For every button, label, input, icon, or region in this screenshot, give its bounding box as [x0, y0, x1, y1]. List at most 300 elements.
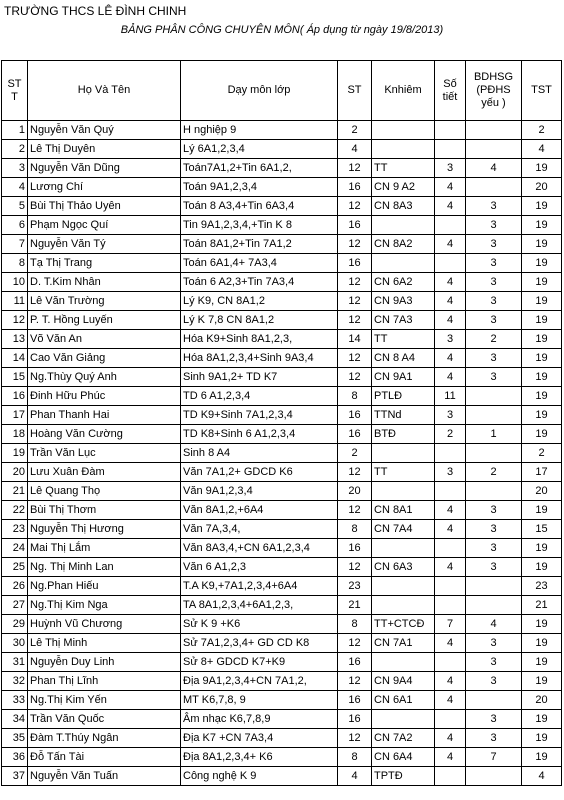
cell-st: 2: [338, 121, 372, 140]
cell-sotiet: 4: [435, 349, 466, 368]
cell-subject: Hóa K9+Sinh 8A1,2,3,: [181, 330, 338, 349]
cell-khiem: TPTĐ: [372, 767, 435, 786]
cell-bdhsg: [466, 596, 522, 615]
cell-stt: 31: [2, 653, 28, 672]
table-row: [2, 121, 562, 140]
cell-sotiet: [435, 710, 466, 729]
cell-bdhsg: 3: [466, 368, 522, 387]
cell-subject: Lý K 7,8 CN 8A1,2: [181, 311, 338, 330]
cell-name: Đỗ Tấn Tài: [28, 748, 181, 767]
cell-stt: 32: [2, 672, 28, 691]
cell-bdhsg: 3: [466, 520, 522, 539]
cell-sotiet: 3: [435, 330, 466, 349]
cell-subject: TD 6 A1,2,3,4: [181, 387, 338, 406]
cell-name: Nguyễn Văn Tuấn: [28, 767, 181, 786]
cell-name: Bùi Thị Thơm: [28, 501, 181, 520]
cell-khiem: [372, 710, 435, 729]
cell-sotiet: [435, 216, 466, 235]
cell-st: 12: [338, 463, 372, 482]
cell-khiem: CN 9A4: [372, 672, 435, 691]
cell-bdhsg: [466, 577, 522, 596]
cell-subject: Văn 8A1,2,+6A4: [181, 501, 338, 520]
cell-st: 12: [338, 197, 372, 216]
cell-st: 12: [338, 501, 372, 520]
cell-subject: Văn 7A1,2+ GDCD K6: [181, 463, 338, 482]
cell-bdhsg: 2: [466, 463, 522, 482]
cell-st: 16: [338, 254, 372, 273]
header-row: [2, 61, 562, 121]
cell-bdhsg: 3: [466, 634, 522, 653]
cell-tst: 21: [522, 596, 562, 615]
cell-bdhsg: [466, 140, 522, 159]
cell-bdhsg: 3: [466, 216, 522, 235]
cell-sotiet: 4: [435, 729, 466, 748]
table-row: [2, 254, 562, 273]
cell-st: 12: [338, 672, 372, 691]
col-header-tst: TST: [522, 61, 562, 121]
cell-sotiet: [435, 577, 466, 596]
cell-khiem: CN 8A3: [372, 197, 435, 216]
cell-name: Phan Thị Lĩnh: [28, 672, 181, 691]
cell-sotiet: 4: [435, 292, 466, 311]
cell-subject: Toán 8 A3,4+Tin 6A3,4: [181, 197, 338, 216]
table-row: [2, 634, 562, 653]
cell-tst: 19: [522, 159, 562, 178]
cell-subject: TD K8+Sinh 6 A1,2,3,4: [181, 425, 338, 444]
col-header-subject: Dạy môn lớp: [181, 61, 338, 121]
cell-sotiet: 4: [435, 501, 466, 520]
cell-sotiet: 4: [435, 235, 466, 254]
cell-bdhsg: 3: [466, 501, 522, 520]
cell-stt: 25: [2, 558, 28, 577]
cell-subject: Hóa 8A1,2,3,4+Sinh 9A3,4: [181, 349, 338, 368]
table-row: [2, 691, 562, 710]
cell-tst: 19: [522, 539, 562, 558]
cell-stt: 11: [2, 292, 28, 311]
cell-name: Ng.Phan Hiếu: [28, 577, 181, 596]
cell-st: 12: [338, 634, 372, 653]
cell-stt: 37: [2, 767, 28, 786]
cell-name: Lê Văn Trường: [28, 292, 181, 311]
cell-khiem: [372, 577, 435, 596]
cell-st: 16: [338, 539, 372, 558]
cell-stt: 26: [2, 577, 28, 596]
cell-subject: Âm nhạc K6,7,8,9: [181, 710, 338, 729]
cell-stt: 20: [2, 463, 28, 482]
cell-tst: 19: [522, 330, 562, 349]
cell-sotiet: 4: [435, 672, 466, 691]
cell-tst: 19: [522, 368, 562, 387]
cell-tst: 19: [522, 710, 562, 729]
table-row: [2, 596, 562, 615]
cell-stt: 16: [2, 387, 28, 406]
cell-subject: Sử 7A1,2,3,4+ GD CD K8: [181, 634, 338, 653]
cell-stt: 7: [2, 235, 28, 254]
cell-name: D. T.Kim Nhân: [28, 273, 181, 292]
table-row: [2, 197, 562, 216]
cell-name: Lê Thị Duyên: [28, 140, 181, 159]
cell-stt: 8: [2, 254, 28, 273]
cell-khiem: CN 9 A2: [372, 178, 435, 197]
cell-bdhsg: [466, 121, 522, 140]
cell-st: 16: [338, 691, 372, 710]
cell-tst: 19: [522, 311, 562, 330]
cell-tst: 20: [522, 691, 562, 710]
cell-sotiet: [435, 444, 466, 463]
cell-stt: 23: [2, 520, 28, 539]
cell-st: 12: [338, 159, 372, 178]
cell-tst: 15: [522, 520, 562, 539]
table-row: [2, 349, 562, 368]
table-row: [2, 330, 562, 349]
cell-subject: Tin 9A1,2,3,4,+Tin K 8: [181, 216, 338, 235]
cell-name: Nguyễn Thị Hương: [28, 520, 181, 539]
cell-name: Đàm T.Thúy Ngân: [28, 729, 181, 748]
cell-subject: Sử K 9 +K6: [181, 615, 338, 634]
table-row: [2, 311, 562, 330]
cell-bdhsg: 3: [466, 197, 522, 216]
cell-khiem: [372, 653, 435, 672]
cell-subject: Sinh 9A1,2+ TD K7: [181, 368, 338, 387]
cell-tst: 19: [522, 558, 562, 577]
cell-subject: Địa 8A1,2,3,4+ K6: [181, 748, 338, 767]
cell-tst: 20: [522, 482, 562, 501]
cell-sotiet: [435, 140, 466, 159]
cell-stt: 5: [2, 197, 28, 216]
cell-khiem: [372, 596, 435, 615]
cell-stt: 29: [2, 615, 28, 634]
cell-sotiet: 4: [435, 273, 466, 292]
table-row: [2, 767, 562, 786]
cell-st: 12: [338, 368, 372, 387]
cell-stt: 21: [2, 482, 28, 501]
cell-name: Huỳnh Vũ Chương: [28, 615, 181, 634]
cell-khiem: [372, 216, 435, 235]
cell-bdhsg: 3: [466, 653, 522, 672]
cell-bdhsg: [466, 482, 522, 501]
cell-bdhsg: 3: [466, 292, 522, 311]
table-row: [2, 729, 562, 748]
cell-st: 12: [338, 349, 372, 368]
cell-name: Phan Thanh Hai: [28, 406, 181, 425]
cell-name: Võ Văn An: [28, 330, 181, 349]
col-header-sotiet: Số tiết: [435, 61, 466, 121]
col-header-bdhsg: BDHSG (PĐHS yếu ): [466, 61, 522, 121]
cell-bdhsg: [466, 387, 522, 406]
cell-tst: 19: [522, 615, 562, 634]
cell-bdhsg: [466, 406, 522, 425]
cell-khiem: CN 9A1: [372, 368, 435, 387]
cell-tst: 19: [522, 273, 562, 292]
cell-subject: Văn 7A,3,4,: [181, 520, 338, 539]
table-row: [2, 216, 562, 235]
cell-stt: 18: [2, 425, 28, 444]
cell-sotiet: 3: [435, 406, 466, 425]
cell-sotiet: 7: [435, 615, 466, 634]
table-row: [2, 273, 562, 292]
table-row: [2, 558, 562, 577]
cell-stt: 34: [2, 710, 28, 729]
table-row: [2, 501, 562, 520]
cell-khiem: CN 8A1: [372, 501, 435, 520]
cell-stt: 22: [2, 501, 28, 520]
cell-subject: Lý K9, CN 8A1,2: [181, 292, 338, 311]
cell-tst: 19: [522, 387, 562, 406]
table-row: [2, 140, 562, 159]
cell-tst: 19: [522, 349, 562, 368]
cell-st: 2: [338, 444, 372, 463]
cell-sotiet: 4: [435, 197, 466, 216]
table-row: [2, 159, 562, 178]
cell-bdhsg: [466, 767, 522, 786]
cell-bdhsg: 2: [466, 330, 522, 349]
cell-khiem: [372, 482, 435, 501]
table-row: [2, 672, 562, 691]
table-row: [2, 368, 562, 387]
cell-name: Trần Văn Quốc: [28, 710, 181, 729]
cell-name: Nguyễn Văn Dũng: [28, 159, 181, 178]
table-row: [2, 463, 562, 482]
cell-name: Nguyễn Duy Linh: [28, 653, 181, 672]
cell-tst: 19: [522, 216, 562, 235]
cell-st: 14: [338, 330, 372, 349]
table-row: [2, 178, 562, 197]
table-row: [2, 387, 562, 406]
cell-tst: 4: [522, 140, 562, 159]
cell-subject: Văn 8A3,4,+CN 6A1,2,3,4: [181, 539, 338, 558]
table-row: [2, 710, 562, 729]
cell-khiem: CN 7A1: [372, 634, 435, 653]
cell-st: 12: [338, 292, 372, 311]
cell-sotiet: 4: [435, 558, 466, 577]
cell-name: Ng.Thị Kim Yến: [28, 691, 181, 710]
cell-bdhsg: 3: [466, 273, 522, 292]
cell-name: Mai Thị Lắm: [28, 539, 181, 558]
table-row: [2, 444, 562, 463]
cell-stt: 13: [2, 330, 28, 349]
cell-khiem: CN 9A3: [372, 292, 435, 311]
cell-subject: Địa K7 +CN 7A3,4: [181, 729, 338, 748]
cell-subject: T.A K9,+7A1,2,3,4+6A4: [181, 577, 338, 596]
cell-tst: 2: [522, 121, 562, 140]
cell-tst: 19: [522, 254, 562, 273]
cell-khiem: TTNd: [372, 406, 435, 425]
cell-name: Lưu Xuân Đàm: [28, 463, 181, 482]
cell-bdhsg: 3: [466, 558, 522, 577]
cell-bdhsg: 4: [466, 615, 522, 634]
cell-name: Lê Thị Minh: [28, 634, 181, 653]
cell-subject: Văn 6 A1,2,3: [181, 558, 338, 577]
col-header-khiem: Knhiêm: [372, 61, 435, 121]
cell-st: 8: [338, 748, 372, 767]
cell-sotiet: 3: [435, 159, 466, 178]
cell-stt: 19: [2, 444, 28, 463]
cell-stt: 36: [2, 748, 28, 767]
cell-bdhsg: 3: [466, 235, 522, 254]
cell-sotiet: [435, 539, 466, 558]
cell-tst: 19: [522, 235, 562, 254]
cell-tst: 19: [522, 501, 562, 520]
cell-stt: 17: [2, 406, 28, 425]
cell-khiem: CN 6A4: [372, 748, 435, 767]
cell-tst: 20: [522, 178, 562, 197]
cell-name: Ng.Thị Kim Nga: [28, 596, 181, 615]
cell-khiem: CN 6A3: [372, 558, 435, 577]
cell-st: 16: [338, 178, 372, 197]
cell-khiem: CN 7A3: [372, 311, 435, 330]
cell-st: 8: [338, 387, 372, 406]
cell-name: Nguyễn Văn Quý: [28, 121, 181, 140]
cell-sotiet: 4: [435, 691, 466, 710]
cell-stt: 27: [2, 596, 28, 615]
col-header-stt: ST T: [2, 61, 28, 121]
cell-tst: 23: [522, 577, 562, 596]
cell-stt: 10: [2, 273, 28, 292]
cell-stt: 4: [2, 178, 28, 197]
cell-sotiet: 4: [435, 520, 466, 539]
cell-bdhsg: 1: [466, 425, 522, 444]
cell-name: P. T. Hồng Luyến: [28, 311, 181, 330]
cell-subject: TD K9+Sinh 7A1,2,3,4: [181, 406, 338, 425]
cell-st: 4: [338, 767, 372, 786]
cell-khiem: CN 7A4: [372, 520, 435, 539]
cell-name: Ng.Thùy Quý Anh: [28, 368, 181, 387]
table-row: [2, 577, 562, 596]
cell-stt: 2: [2, 140, 28, 159]
cell-tst: 19: [522, 672, 562, 691]
cell-tst: 19: [522, 729, 562, 748]
cell-subject: H nghiệp 9: [181, 121, 338, 140]
cell-sotiet: [435, 482, 466, 501]
cell-khiem: CN 8 A4: [372, 349, 435, 368]
cell-st: 16: [338, 653, 372, 672]
cell-stt: 3: [2, 159, 28, 178]
cell-st: 21: [338, 596, 372, 615]
cell-name: Lê Quang Thọ: [28, 482, 181, 501]
table-row: [2, 748, 562, 767]
cell-khiem: CN 8A2: [372, 235, 435, 254]
cell-khiem: CN 6A2: [372, 273, 435, 292]
cell-tst: 2: [522, 444, 562, 463]
cell-stt: 15: [2, 368, 28, 387]
table-row: [2, 235, 562, 254]
cell-tst: 19: [522, 197, 562, 216]
table-row: [2, 406, 562, 425]
cell-stt: 14: [2, 349, 28, 368]
cell-stt: 12: [2, 311, 28, 330]
cell-subject: Toán 8A1,2+Tin 7A1,2: [181, 235, 338, 254]
cell-subject: Toán 6A1,4+ 7A3,4: [181, 254, 338, 273]
cell-stt: 33: [2, 691, 28, 710]
cell-name: Ng. Thị Minh Lan: [28, 558, 181, 577]
cell-sotiet: 11: [435, 387, 466, 406]
cell-st: 4: [338, 140, 372, 159]
cell-subject: Sinh 8 A4: [181, 444, 338, 463]
cell-sotiet: [435, 653, 466, 672]
table-row: [2, 425, 562, 444]
cell-khiem: [372, 539, 435, 558]
assignment-table: [1, 60, 562, 786]
cell-st: 23: [338, 577, 372, 596]
cell-khiem: [372, 444, 435, 463]
cell-sotiet: 4: [435, 634, 466, 653]
cell-st: 12: [338, 235, 372, 254]
cell-sotiet: [435, 767, 466, 786]
cell-st: 12: [338, 558, 372, 577]
cell-stt: 35: [2, 729, 28, 748]
cell-subject: Sử 8+ GDCD K7+K9: [181, 653, 338, 672]
cell-bdhsg: [466, 691, 522, 710]
cell-tst: 19: [522, 634, 562, 653]
cell-khiem: [372, 121, 435, 140]
cell-tst: 4: [522, 767, 562, 786]
cell-subject: Công nghệ K 9: [181, 767, 338, 786]
cell-name: Phạm Ngọc Quí: [28, 216, 181, 235]
cell-subject: Văn 9A1,2,3,4: [181, 482, 338, 501]
cell-sotiet: 4: [435, 311, 466, 330]
cell-bdhsg: [466, 444, 522, 463]
page-title: BẢNG PHÂN CÔNG CHUYÊN MÔN( Áp dụng từ ngày 19/8/2013): [120, 24, 444, 36]
cell-st: 16: [338, 425, 372, 444]
cell-st: 8: [338, 520, 372, 539]
cell-name: Đinh Hữu Phúc: [28, 387, 181, 406]
cell-sotiet: 2: [435, 425, 466, 444]
cell-sotiet: 4: [435, 368, 466, 387]
cell-name: Cao Văn Giảng: [28, 349, 181, 368]
cell-st: 12: [338, 273, 372, 292]
cell-bdhsg: 3: [466, 539, 522, 558]
cell-khiem: TT: [372, 463, 435, 482]
cell-bdhsg: 4: [466, 159, 522, 178]
cell-subject: MT K6,7,8, 9: [181, 691, 338, 710]
cell-bdhsg: 3: [466, 729, 522, 748]
cell-khiem: [372, 254, 435, 273]
cell-subject: Toán 9A1,2,3,4: [181, 178, 338, 197]
cell-stt: 1: [2, 121, 28, 140]
cell-sotiet: [435, 254, 466, 273]
cell-st: 16: [338, 710, 372, 729]
cell-bdhsg: 3: [466, 349, 522, 368]
cell-name: Bùi Thị Thảo Uyên: [28, 197, 181, 216]
table-row: [2, 653, 562, 672]
cell-bdhsg: 7: [466, 748, 522, 767]
col-header-name: Họ Và Tên: [28, 61, 181, 121]
cell-tst: 19: [522, 292, 562, 311]
cell-sotiet: [435, 596, 466, 615]
table-row: [2, 520, 562, 539]
cell-st: 16: [338, 216, 372, 235]
cell-stt: 24: [2, 539, 28, 558]
cell-subject: Toán 6 A2,3+Tin 7A3,4: [181, 273, 338, 292]
cell-subject: Lý 6A1,2,3,4: [181, 140, 338, 159]
table-row: [2, 539, 562, 558]
cell-tst: 17: [522, 463, 562, 482]
cell-bdhsg: [466, 178, 522, 197]
cell-name: Tạ Thị Trang: [28, 254, 181, 273]
cell-tst: 19: [522, 425, 562, 444]
cell-subject: Toán7A1,2+Tin 6A1,2,: [181, 159, 338, 178]
col-header-st: ST: [338, 61, 372, 121]
cell-st: 20: [338, 482, 372, 501]
cell-tst: 19: [522, 406, 562, 425]
cell-bdhsg: 3: [466, 311, 522, 330]
cell-bdhsg: 3: [466, 254, 522, 273]
table-row: [2, 482, 562, 501]
cell-khiem: BTĐ: [372, 425, 435, 444]
cell-sotiet: 3: [435, 463, 466, 482]
cell-tst: 19: [522, 748, 562, 767]
cell-name: Trần Văn Lục: [28, 444, 181, 463]
